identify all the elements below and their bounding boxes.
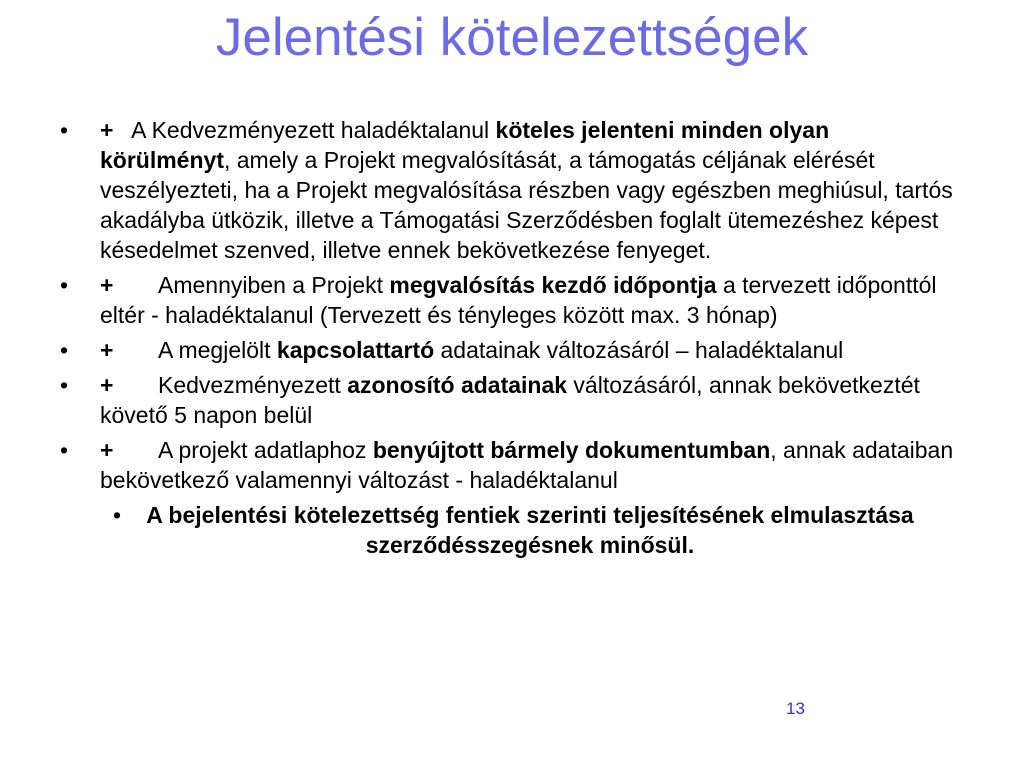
item-text-pre: A projekt adatlaphoz <box>158 437 373 463</box>
final-statement-item <box>55 500 965 560</box>
plus-icon: + <box>100 272 114 298</box>
bullet-icon: • <box>60 117 69 143</box>
item-text-pre: A Kedvezményezett haladéktalanul <box>126 117 496 143</box>
item-text-pre: Kedvezményezett <box>158 372 348 398</box>
list-item <box>55 370 965 430</box>
list-item <box>55 115 965 265</box>
page-number: 13 <box>786 699 805 718</box>
item-text-bold: köteles jelenteni minden olyan körülményt <box>100 117 830 173</box>
bullet-icon: • <box>113 502 122 528</box>
slide-title: Jelentési kötelezettségek <box>215 8 809 67</box>
item-text-post: , annak adataiban bekövetkező valamennyi változást - haladéktalanul <box>100 437 954 493</box>
plus-icon: + <box>100 337 114 363</box>
item-text-bold: megvalósítás kezdő időpontja <box>389 272 717 298</box>
plus-icon: + <box>100 117 114 143</box>
list-item <box>55 270 965 330</box>
bullet-list <box>55 115 965 560</box>
list-item <box>55 335 965 365</box>
item-text-bold: kapcsolattartó <box>276 337 435 363</box>
item-text-post: változásáról, annak bekövetkeztét követő 5 napon belül <box>100 372 920 428</box>
plus-icon: + <box>100 437 114 463</box>
item-text-bold: benyújtott bármely dokumentumban <box>372 437 771 463</box>
item-text-pre: Amennyiben a Projekt <box>158 272 390 298</box>
item-text-post: a tervezett időponttól eltér - haladéktalanul (Tervezett és tényleges között max. 3 hónap) <box>100 272 937 328</box>
final-statement: A bejelentési kötelezettség fentiek szerinti teljesítésének elmulasztása szerződésszegésnek minősül. <box>146 502 914 558</box>
bullet-icon: • <box>60 272 69 298</box>
list-item <box>55 435 965 495</box>
item-text-bold: azonosító adatainak <box>347 372 568 398</box>
bullet-icon: • <box>60 372 69 398</box>
item-text-post: adatainak változásáról – haladéktalanul <box>434 337 844 363</box>
item-text-post: , amely a Projekt megvalósítását, a támogatás céljának elérését veszélyezteti, ha a Projekt megvalósítása részben vagy egészben meghiúsul, tartós akadályba ütközik, illetve a Támogatási Szerződésben foglalt ütemezéshez képest késedelmet szenved, illetve ennek bekövetkezése fenyeget. <box>100 147 953 263</box>
bullet-icon: • <box>60 437 69 463</box>
bullet-icon: • <box>60 337 69 363</box>
plus-icon: + <box>100 372 114 398</box>
item-text-pre: A megjelölt <box>158 337 277 363</box>
